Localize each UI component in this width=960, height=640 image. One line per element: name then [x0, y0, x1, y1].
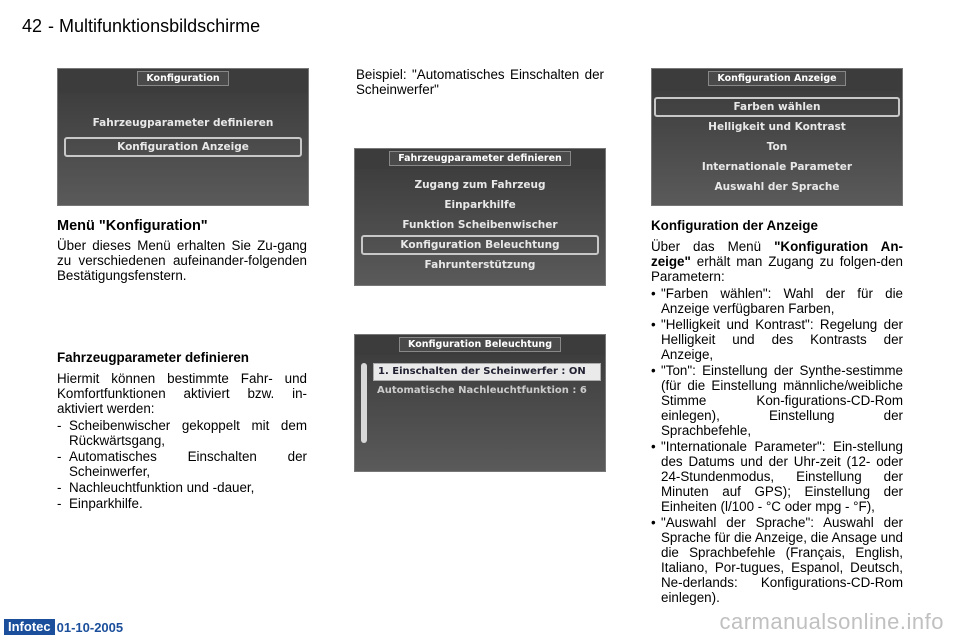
- list-item: • "Helligkeit und Kontrast": Regelung der Helligkeit und des Kontrasts der Anzeige,: [651, 317, 903, 362]
- screen-menu-item-selected: Konfiguration Anzeige: [64, 137, 302, 157]
- list-item: • "Auswahl der Sprache": Auswahl der Sprache für die Anzeige, die Ansage und die Sprachbefehle (Français, English, Italiano, Por-tugues, Espanol, Deutsch, Ne-derlands: Konfigurations-CD-Rom einlegen).: [651, 515, 903, 605]
- screen-menu-item: Fahrzeugparameter definieren: [92, 117, 274, 129]
- screen-anzeige: [651, 68, 903, 206]
- screen-konfiguration: [57, 68, 309, 206]
- screen-menu-item: Einparkhilfe: [444, 199, 516, 211]
- intro-text-end: erhält man Zugang zu folgen-den Parametern:: [651, 254, 903, 284]
- dash-list: [57, 418, 307, 511]
- screen-option-selected: 1. Einschalten der Scheinwerfer : ON: [373, 363, 601, 381]
- screen-menu-item-selected: Konfiguration Beleuchtung: [361, 235, 599, 255]
- watermark: carmanualsonline.info: [719, 609, 944, 634]
- page-number: 42: [22, 16, 43, 36]
- screen-option: Automatische Nachleuchtfunktion : 6: [377, 385, 587, 396]
- screen-menu-item: Helligkeit und Kontrast: [708, 121, 846, 133]
- paragraph: [651, 239, 903, 284]
- screen-fahrzeugparameter: [354, 148, 606, 286]
- section-heading-fahrzeugparameter: Fahrzeugparameter definieren: [57, 350, 249, 365]
- list-item: • "Farben wählen": Wahl der für die Anzeige verfügbaren Farben,: [651, 286, 903, 316]
- section-body-konfiguration: [57, 238, 307, 283]
- section-fahrzeugparameter: [57, 350, 307, 512]
- screen-title: Fahrzeugparameter definieren: [389, 151, 571, 166]
- example-caption: [356, 67, 604, 97]
- infotec-logo: Infotec: [4, 619, 55, 635]
- list-item: • "Internationale Parameter": Ein-stellung des Datums und der Uhr-zeit (12- oder 24-Stundenmodus, Einstellung der Minuten auf GPS); Einstellung der Einheiten (l/100 - °C oder mpg - °F),: [651, 439, 903, 514]
- section-anzeige: [651, 218, 903, 606]
- list-item: - Automatisches Einschalten der Scheinwerfer,: [57, 449, 307, 479]
- screen-beleuchtung: [354, 334, 606, 472]
- list-item: - Scheibenwischer gekoppelt mit dem Rückwärtsgang,: [57, 418, 307, 448]
- scrollbar: [361, 363, 367, 443]
- page-title: - Multifunktionsbildschirme: [48, 16, 261, 36]
- screen-menu-item: Zugang zum Fahrzeug: [414, 179, 546, 191]
- screen-menu-item: Internationale Parameter: [701, 161, 853, 173]
- intro-text: Über das Menü: [651, 239, 775, 254]
- list-item: - Nachleuchtfunktion und -dauer,: [57, 480, 307, 495]
- screen-title: Konfiguration Beleuchtung: [399, 337, 561, 352]
- list-item: - Einparkhilfe.: [57, 496, 307, 511]
- screen-menu-item: Ton: [766, 141, 788, 153]
- paragraph: Über dieses Menü erhalten Sie Zu-gang zu verschiedenen aufeinander-folgenden Bestätigungsfenstern.: [57, 238, 307, 283]
- paragraph: Hiermit können bestimmte Fahr- und Komfortfunktionen aktiviert bzw. in-aktiviert werden:: [57, 371, 307, 416]
- list-item: • "Ton": Einstellung der Synthe-sestimme (für die Einstellung männliche/weibliche Stimme Kon-figurations-CD-Rom einlegen), Einstellung der Sprachbefehle,: [651, 363, 903, 438]
- bullet-list: [651, 286, 903, 605]
- screen-title: Konfiguration Anzeige: [708, 71, 845, 86]
- intro-bold: "Konfiguration An-zeige": [651, 239, 903, 269]
- screen-menu-item: Fahrunterstützung: [424, 259, 536, 271]
- screen-menu-item-selected: Farben wählen: [654, 97, 900, 117]
- caption-text: Beispiel: "Automatisches Einschalten der Scheinwerfer": [356, 67, 604, 97]
- footer: [4, 619, 123, 635]
- screen-menu-item: Funktion Scheibenwischer: [402, 219, 558, 231]
- section-heading-anzeige: Konfiguration der Anzeige: [651, 218, 818, 233]
- footer-date: 01-10-2005: [56, 619, 124, 635]
- page-header: [22, 16, 260, 37]
- screen-title: Konfiguration: [137, 71, 228, 86]
- screen-menu-item: Auswahl der Sprache: [714, 181, 840, 193]
- section-heading-konfiguration: Menü "Konfiguration": [57, 218, 208, 234]
